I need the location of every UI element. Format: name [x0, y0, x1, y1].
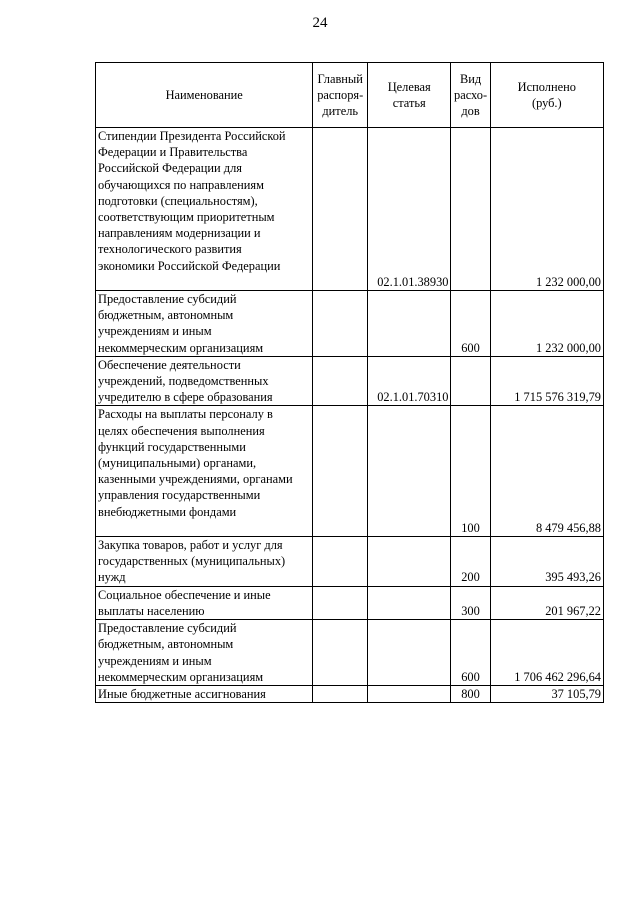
name-line: учреждений, подведомственных — [98, 374, 269, 389]
name-line: Расходы на выплаты персоналу в — [98, 407, 273, 422]
cell-executed-amount: 201 967,22 — [490, 586, 603, 619]
name-line: соответствующим приоритетным — [98, 210, 275, 225]
header-manager: Главный распоря- дитель — [313, 63, 368, 128]
name-line: выплаты населению — [98, 603, 205, 618]
cell-manager — [313, 586, 368, 619]
cell-name — [96, 620, 313, 686]
cell-manager — [313, 128, 368, 291]
header-expense-type: Вид расхо- дов — [451, 63, 490, 128]
cell-manager — [313, 537, 368, 587]
name-line: некоммерческим организациям — [98, 340, 264, 355]
table-header-row — [96, 63, 604, 128]
cell-expense-type — [451, 356, 490, 406]
name-line: Иные бюджетные ассигнования — [98, 686, 266, 701]
name-line: направлениям модернизации и — [98, 226, 261, 241]
cell-name — [96, 128, 313, 291]
cell-name — [96, 356, 313, 406]
name-line: Российской Федерации для — [98, 161, 242, 176]
cell-executed-amount: 1 232 000,00 — [490, 128, 603, 291]
name-line: Закупка товаров, работ и услуг для — [98, 538, 283, 553]
name-line: Предоставление субсидий — [98, 292, 237, 307]
cell-expense-type: 300 — [451, 586, 490, 619]
cell-manager — [313, 685, 368, 702]
page-number: 24 — [312, 15, 328, 31]
header-name: Наименование — [96, 63, 313, 128]
name-line: Обеспечение деятельности — [98, 357, 241, 372]
table-body — [96, 128, 604, 703]
cell-executed-amount: 37 105,79 — [490, 685, 603, 702]
table-row — [96, 406, 604, 537]
name-line: бюджетным, автономным — [98, 637, 234, 652]
name-line — [98, 275, 101, 289]
name-line: нужд — [98, 570, 126, 585]
cell-name — [96, 406, 313, 537]
name-line: технологического развития — [98, 242, 242, 257]
name-line: экономики Российской Федерации — [98, 258, 281, 273]
name-line: целях обеспечения выполнения — [98, 423, 265, 438]
name-line: внебюджетными фондами — [98, 504, 237, 519]
name-line: Социальное обеспечение и иные — [98, 587, 271, 602]
name-line: управления государственными — [98, 488, 261, 503]
cell-expense-type: 800 — [451, 685, 490, 702]
cell-expense-type: 600 — [451, 620, 490, 686]
cell-manager — [313, 406, 368, 537]
cell-name — [96, 291, 313, 357]
cell-expense-type: 100 — [451, 406, 490, 537]
cell-manager — [313, 356, 368, 406]
cell-name — [96, 537, 313, 587]
name-line: Предоставление субсидий — [98, 621, 237, 636]
cell-executed-amount: 1 232 000,00 — [490, 291, 603, 357]
name-line: учредителю в сфере образования — [98, 390, 273, 405]
header-target-article: Целевая статья — [368, 63, 451, 128]
table-row — [96, 620, 604, 686]
cell-executed-amount: 8 479 456,88 — [490, 406, 603, 537]
cell-target-article — [368, 406, 451, 537]
cell-expense-type — [451, 128, 490, 291]
table-row — [96, 291, 604, 357]
cell-name — [96, 586, 313, 619]
cell-target-article — [368, 685, 451, 702]
cell-executed-amount: 1 706 462 296,64 — [490, 620, 603, 686]
name-line: Федерации и Правительства — [98, 145, 248, 160]
cell-manager — [313, 620, 368, 686]
name-line — [98, 521, 101, 535]
table-row — [96, 586, 604, 619]
name-line: некоммерческим организациям — [98, 669, 264, 684]
cell-target-article — [368, 537, 451, 587]
cell-name — [96, 685, 313, 702]
cell-target-article: 02.1.01.70310 — [368, 356, 451, 406]
name-line: учреждениям и иным — [98, 324, 212, 339]
cell-expense-type: 600 — [451, 291, 490, 357]
table-row — [96, 537, 604, 587]
cell-target-article — [368, 620, 451, 686]
name-line: подготовки (специальностям), — [98, 193, 258, 208]
table-row — [96, 356, 604, 406]
cell-manager — [313, 291, 368, 357]
cell-executed-amount: 395 493,26 — [490, 537, 603, 587]
name-line: государственных (муниципальных) — [98, 554, 286, 569]
table-row — [96, 128, 604, 291]
name-line: функций государственными — [98, 439, 246, 454]
cell-executed-amount: 1 715 576 319,79 — [490, 356, 603, 406]
cell-target-article: 02.1.01.38930 — [368, 128, 451, 291]
name-line: (муниципальными) органами, — [98, 456, 257, 471]
cell-target-article — [368, 291, 451, 357]
name-line: обучающихся по направлениям — [98, 177, 264, 192]
budget-execution-table — [95, 62, 604, 703]
cell-target-article — [368, 586, 451, 619]
name-line: учреждениям и иным — [98, 653, 212, 668]
table-row — [96, 685, 604, 702]
cell-expense-type: 200 — [451, 537, 490, 587]
name-line: Стипендии Президента Российской — [98, 129, 286, 143]
name-line: бюджетным, автономным — [98, 308, 234, 323]
header-executed-amount: Исполнено (руб.) — [490, 63, 603, 128]
name-line: казенными учреждениями, органами — [98, 472, 293, 487]
